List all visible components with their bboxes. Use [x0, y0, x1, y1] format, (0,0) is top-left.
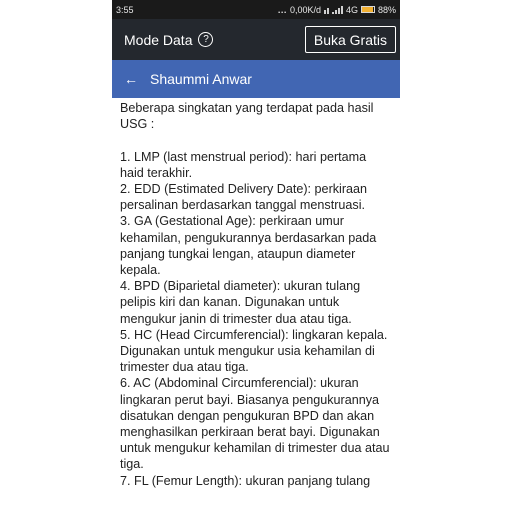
list-item: 5. HC (Head Circumferencial): lingkaran kepala. Digunakan untuk mengukur usia kehamilan di trimester dua atau tiga.	[120, 327, 388, 375]
list-item: 4. BPD (Biparietal diameter): ukuran tulang pelipis kiri dan kanan. Digunakan untuk mengukur janin di trimester dua atau tiga.	[120, 279, 361, 326]
list-item: 1. LMP (last menstrual period): hari pertama haid terakhir.	[120, 149, 367, 180]
mode-data-label: Mode Data	[124, 31, 193, 48]
phone-screen	[112, 0, 400, 512]
list-item: 2. EDD (Estimated Delivery Date): perkiraan persalinan berdasarkan tanggal menstruasi.	[120, 182, 368, 213]
app-header	[112, 19, 400, 60]
data-arrows-icon	[324, 6, 329, 14]
notification-dots: ...	[277, 4, 287, 15]
signal-icon	[332, 6, 343, 14]
battery-icon	[361, 6, 375, 13]
chat-title-bar	[112, 60, 400, 98]
help-icon[interactable]: ?	[198, 32, 213, 47]
list-item: 6. AC (Abdominal Circumferencial): ukuran lingkaran perut bayi. Biasanya pengukurannya disatukan dengan pengukuran BPD dan akan menghasilkan perkiraan berat bayi. Digunakan untuk mengukur kehamilan di trimester dua atau tiga.	[120, 376, 390, 472]
network-type: 4G	[345, 4, 358, 15]
buka-gratis-button[interactable]: Buka Gratis	[305, 26, 396, 53]
message-content	[112, 98, 400, 489]
list-item: 3. GA (Gestational Age): perkiraan umur kehamilan, pengukurannya berdasarkan pada panjang tungkai lengan, ataupun diameter kepala.	[120, 214, 377, 278]
status-right-group	[278, 5, 396, 15]
status-bar	[112, 0, 400, 19]
contact-name[interactable]: Shaummi Anwar	[150, 71, 252, 87]
battery-fill	[362, 7, 373, 12]
battery-percent: 88%	[377, 4, 396, 15]
list-item: 7. FL (Femur Length): ukuran panjang tulang	[120, 473, 371, 488]
back-arrow-icon[interactable]: ←	[124, 71, 138, 87]
status-time: 3:55	[116, 4, 134, 15]
network-speed: 0,00K/d	[289, 4, 321, 15]
message-intro: Beberapa singkatan yang terdapat pada hasil USG :	[120, 101, 374, 132]
